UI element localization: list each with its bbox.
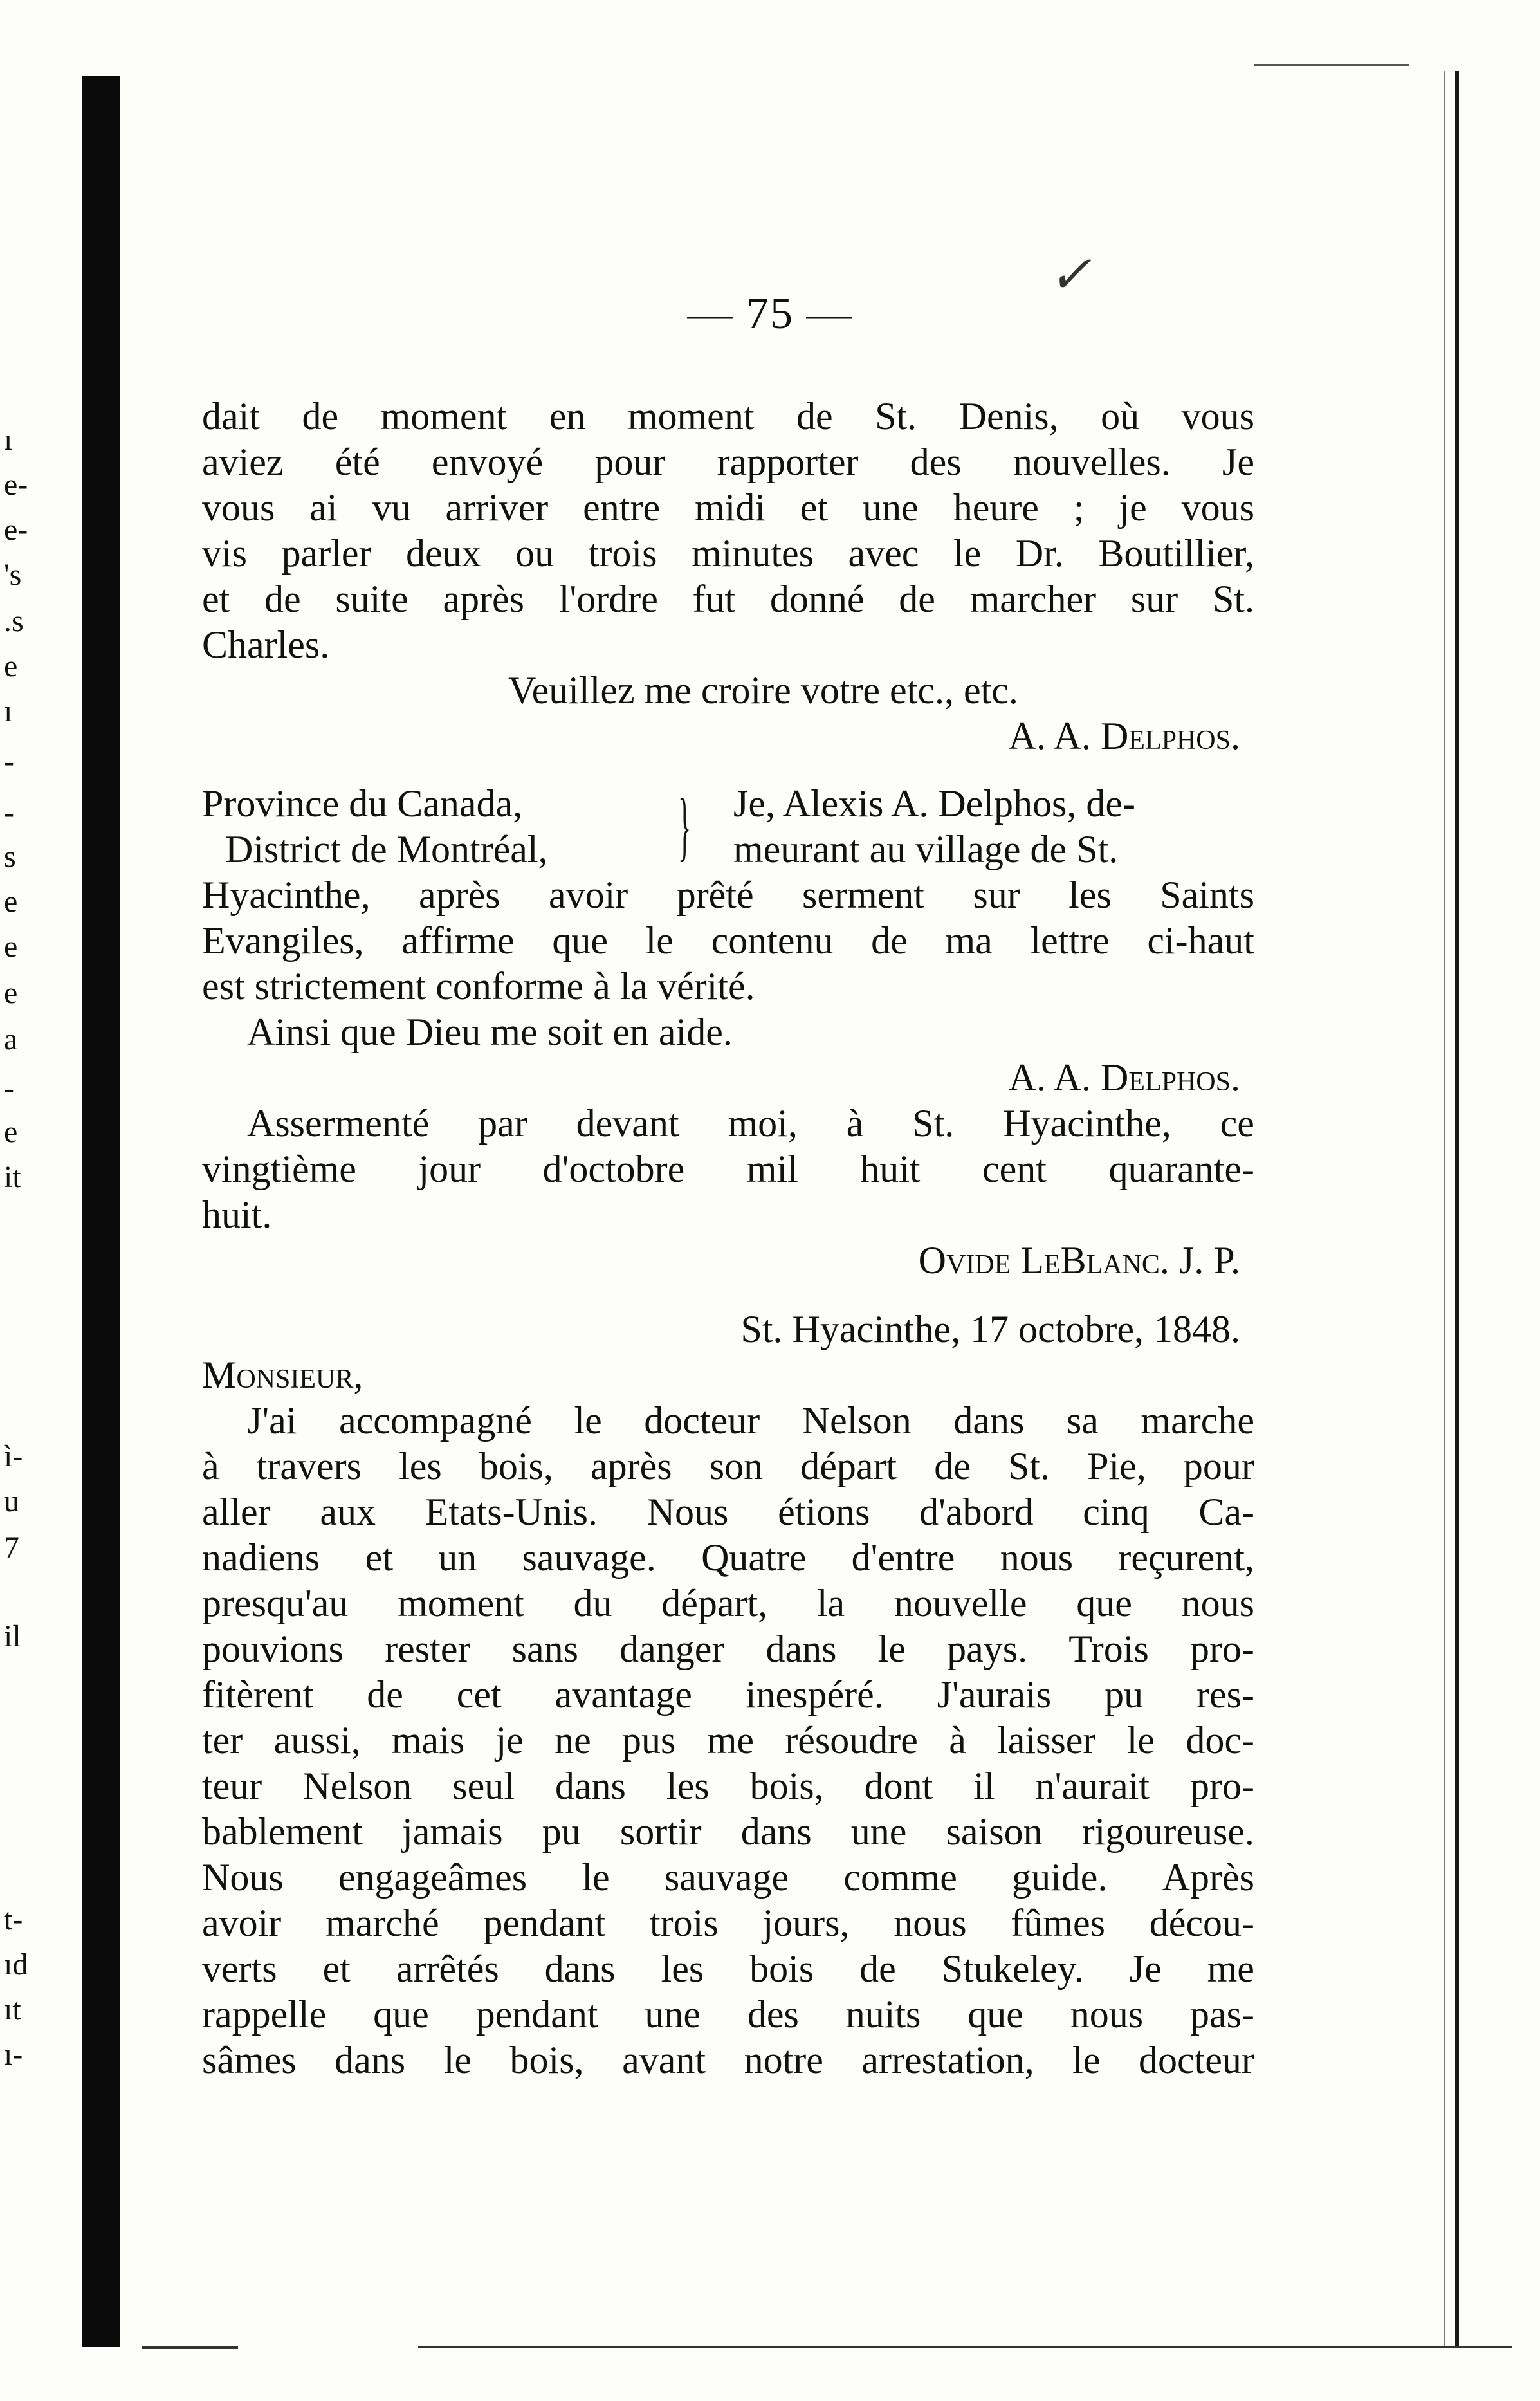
text-line: rappelle que pendant une des nuits que nous pas- xyxy=(202,1993,1254,2036)
signature-leblanc: Ovide LeBlanc. J. P. xyxy=(918,1239,1240,1282)
affidavit-opening: Je, Alexis A. Delphos, de- xyxy=(733,782,1135,825)
margin-fragment: u xyxy=(4,1484,19,1518)
text-line: vis parler deux ou trois minutes avec le Dr. Boutillier, xyxy=(202,532,1254,575)
margin-fragment: 7 xyxy=(4,1531,19,1565)
brace-symbol: } xyxy=(678,783,692,869)
text-line: bablement jamais pu sortir dans une saison rigoureuse. xyxy=(202,1810,1254,1853)
text-line: verts et arrêtés dans les bois de Stukeley. Je me xyxy=(202,1947,1254,1990)
text-line: Charles. xyxy=(202,623,330,666)
margin-fragment: s xyxy=(4,840,16,874)
margin-fragment: t- xyxy=(4,1902,23,1936)
margin-fragment: e- xyxy=(4,468,28,502)
bottom-rule-left xyxy=(142,2346,238,2349)
letter-closing: Veuillez me croire votre etc., etc. xyxy=(508,669,1018,712)
margin-fragment: ıt xyxy=(4,1992,21,2027)
text-line: vous ai vu arriver entre midi et une heure ; je vous xyxy=(202,486,1254,529)
oath-line: Ainsi que Dieu me soit en aide. xyxy=(247,1011,733,1053)
margin-fragment: 's xyxy=(4,558,22,592)
bottom-rule xyxy=(418,2346,1512,2348)
right-edge-thin-rule xyxy=(1444,71,1445,2348)
district-label: District de Montréal, xyxy=(225,828,548,870)
text-line: fitèrent de cet avantage inespéré. J'aurais pu res- xyxy=(202,1673,1254,1716)
margin-fragment: e xyxy=(4,976,18,1010)
margin-fragment: ı xyxy=(4,423,13,457)
text-line: J'ai accompagné le docteur Nelson dans sa marche xyxy=(247,1399,1254,1442)
text-line: dait de moment en moment de St. Denis, où vous xyxy=(202,395,1254,437)
affidavit-opening-cont: meurant au village de St. xyxy=(733,828,1119,870)
margin-fragment: - xyxy=(4,744,14,778)
margin-fragment: it xyxy=(4,1160,21,1194)
margin-fragment: - xyxy=(4,796,14,830)
text-line: teur Nelson seul dans les bois, dont il n'aurait pro- xyxy=(202,1765,1254,1807)
text-line: ter aussi, mais je ne pus me résoudre à laisser le doc- xyxy=(202,1719,1254,1762)
letter-place-date: St. Hyacinthe, 17 octobre, 1848. xyxy=(740,1308,1240,1350)
text-line: aller aux Etats-Unis. Nous étions d'abord cinq Ca- xyxy=(202,1491,1254,1533)
text-line: nadiens et un sauvage. Quatre d'entre nous reçurent, xyxy=(202,1536,1254,1579)
text-line: avoir marché pendant trois jours, nous fûmes décou- xyxy=(202,1902,1254,1944)
text-line: aviez été envoyé pour rapporter des nouvelles. Je xyxy=(202,441,1254,483)
margin-fragment: ı- xyxy=(4,2038,23,2072)
right-edge-rule xyxy=(1455,71,1459,2348)
margin-fragment: il xyxy=(4,1619,21,1653)
page-text xyxy=(202,394,1254,2083)
text-line: Hyacinthe, après avoir prêté serment sur les Saints xyxy=(202,874,1254,916)
binding-edge xyxy=(82,76,120,2347)
province-heading xyxy=(202,781,1254,872)
margin-fragment: a xyxy=(4,1022,18,1056)
text-line: est strictement conforme à la vérité. xyxy=(202,965,755,1007)
margin-fragment: e xyxy=(4,930,18,964)
text-line: à travers les bois, après son départ de St. Pie, pour xyxy=(202,1445,1254,1487)
text-line: Nous engageâmes le sauvage comme guide. Après xyxy=(202,1856,1254,1899)
text-line: pouvions rester sans danger dans le pays. Trois pro- xyxy=(202,1628,1254,1670)
top-rule xyxy=(1254,64,1409,66)
text-line: sâmes dans le bois, avant notre arrestation, le docteur xyxy=(202,2039,1254,2081)
margin-fragment: e xyxy=(4,885,18,919)
text-line: presqu'au moment du départ, la nouvelle que nous xyxy=(202,1582,1254,1624)
signature-delphos: A. A. Delphos. xyxy=(1008,1056,1240,1099)
margin-fragment: e xyxy=(4,1115,18,1149)
margin-fragment: e xyxy=(4,649,18,683)
text-line: huit. xyxy=(202,1193,272,1236)
margin-fragment: .s xyxy=(4,604,24,638)
margin-fragment: e- xyxy=(4,513,28,547)
margin-fragment: ı xyxy=(4,694,13,728)
text-line: vingtième jour d'octobre mil huit cent quarante- xyxy=(202,1148,1254,1190)
letter-salutation: Monsieur, xyxy=(202,1354,363,1396)
margin-fragment: ıd xyxy=(4,1947,28,1982)
handwritten-check-mark: ✓ xyxy=(1049,247,1092,304)
margin-fragment: ì- xyxy=(4,1439,23,1473)
text-line: Evangiles, affirme que le contenu de ma lettre ci-haut xyxy=(202,919,1254,962)
margin-fragment: - xyxy=(4,1071,14,1105)
page-number: — 75 — xyxy=(687,289,853,338)
signature-delphos: A. A. Delphos. xyxy=(1008,715,1240,757)
text-line: et de suite après l'ordre fut donné de marcher sur St. xyxy=(202,578,1254,620)
text-line: Assermenté par devant moi, à St. Hyacinthe, ce xyxy=(247,1102,1254,1145)
province-label: Province du Canada, xyxy=(202,782,523,825)
